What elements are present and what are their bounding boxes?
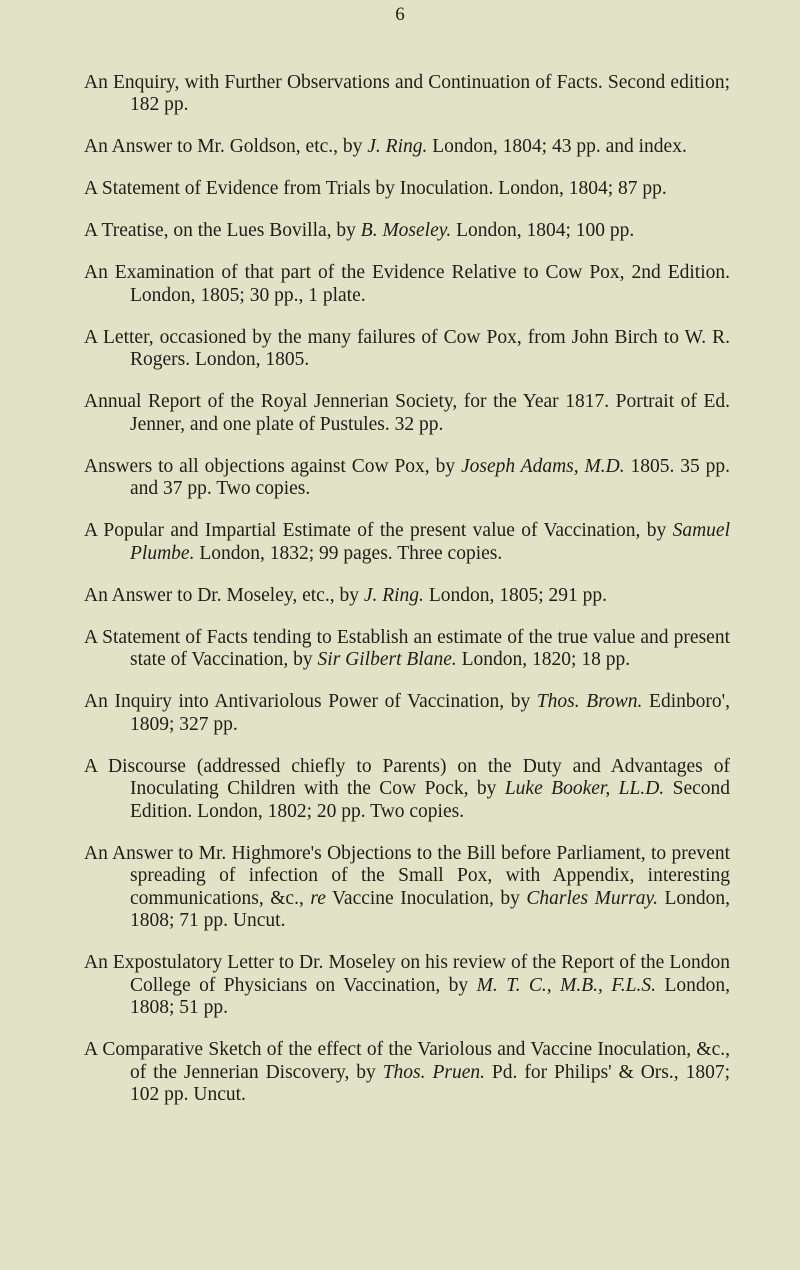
entry-text: London, 1808; 51 pp. (130, 974, 730, 1018)
entry-text: London, 1805; 291 pp. (423, 584, 608, 606)
bibliography-entry (84, 843, 730, 933)
bibliography-entry (84, 520, 730, 565)
entry-text: A Letter, occasioned by the many failures of Cow Pox, from John Birch to W. R. Rogers. London, 1805. (84, 326, 730, 370)
entry-text: An Enquiry, with Further Observations and Continuation of Facts. Second edition; 182 pp. (84, 71, 730, 115)
bibliography-entry (84, 327, 730, 372)
entry-author: Charles Murray. (526, 887, 658, 909)
entry-text: Vaccine Inoculation, by (325, 887, 527, 909)
bibliography-entry (84, 262, 730, 307)
entry-text: An Examination of that part of the Evidence Relative to Cow Pox, 2nd Edition. London, 1805; 30 pp., 1 plate. (84, 262, 730, 306)
page-number: 6 (395, 4, 405, 25)
entry-author: Luke Booker, LL.D. (504, 778, 665, 799)
bibliography-entry (84, 585, 730, 608)
entry-text: A Popular and Impartial Estimate of the present value of Vaccination, by (84, 520, 673, 541)
entry-author: J. Ring. (367, 136, 428, 157)
entry-author: Thos. Brown. (536, 691, 643, 712)
bibliography-entry (84, 691, 730, 736)
entry-text: Pd. for Philips' & Ors., 1807; 102 pp. Uncut. (130, 1061, 730, 1105)
entry-text: Answers to all objections against Cow Pox, by (84, 455, 461, 477)
entry-author: Joseph Adams, M.D. (460, 455, 625, 477)
entry-text: An Answer to Mr. Highmore's Objections to the Bill before Parliament, to prevent spreading of infection of the Small Pox, with Appendix, interesting communications, &c., (84, 842, 730, 909)
entry-author: Samuel Plumbe. (130, 520, 730, 564)
entry-author: J. Ring. (363, 584, 424, 606)
entry-text: London, 1808; 71 pp. Uncut. (130, 887, 730, 931)
entry-text: An Inquiry into Antivariolous Power of Vaccination, by (84, 691, 537, 712)
entry-text: An Answer to Mr. Goldson, etc., by (84, 136, 368, 157)
bibliography-entry (84, 627, 730, 672)
entry-text: 1805. 35 pp. and 37 pp. Two copies. (130, 455, 730, 499)
entry-text: An Answer to Dr. Moseley, etc., by (84, 584, 364, 606)
bibliography-entry (84, 456, 730, 501)
entry-text: London, 1804; 43 pp. and index. (427, 136, 687, 157)
bibliography-entry (84, 178, 730, 201)
entry-author: Thos. Pruen. (382, 1061, 485, 1083)
entry-text: A Discourse (addressed chiefly to Parents) on the Duty and Advantages of Inoculating Children with the Cow Pock, by (84, 755, 730, 799)
bibliography-entry (84, 756, 730, 824)
entry-text: A Comparative Sketch of the effect of the Variolous and Vaccine Inoculation, &c., of the Jennerian Discovery, by (84, 1039, 730, 1083)
entry-text: Edinboro', 1809; 327 pp. (130, 691, 731, 735)
entry-text: London, 1832; 99 pages. Three copies. (194, 542, 503, 564)
entry-text: A Statement of Evidence from Trials by Inoculation. London, 1804; 87 pp. (84, 178, 667, 199)
entry-text: Annual Report of the Royal Jennerian Society, for the Year 1817. Portrait of Ed. Jenner, and one plate of Pustules. 32 pp. (84, 391, 730, 435)
entry-text: An Expostulatory Letter to Dr. Moseley on his review of the Report of the London College of Physicians on Vaccination, by (84, 952, 730, 996)
entry-author: Sir Gilbert Blane. (317, 649, 457, 670)
entry-text: London, 1804; 100 pp. (451, 220, 635, 241)
bibliography-entry (84, 72, 730, 117)
bibliography-entry (84, 391, 730, 436)
entry-author: re (310, 887, 326, 909)
bibliography-entry (84, 220, 730, 243)
entry-text: London, 1820; 18 pp. (456, 649, 631, 670)
bibliography-list (84, 52, 730, 1114)
bibliography-entry (84, 1039, 730, 1107)
entry-text: A Statement of Facts tending to Establish an estimate of the true value and present state of Vaccination, by (84, 626, 730, 670)
bibliography-entry (84, 136, 730, 159)
entry-text: A Treatise, on the Lues Bovilla, by (84, 220, 361, 241)
bibliography-entry (84, 952, 730, 1020)
entry-author: M. T. C., M.B., F.L.S. (476, 974, 656, 996)
entry-author: B. Moseley. (360, 220, 452, 241)
entry-text: Second Edition. London, 1802; 20 pp. Two copies. (130, 778, 730, 822)
